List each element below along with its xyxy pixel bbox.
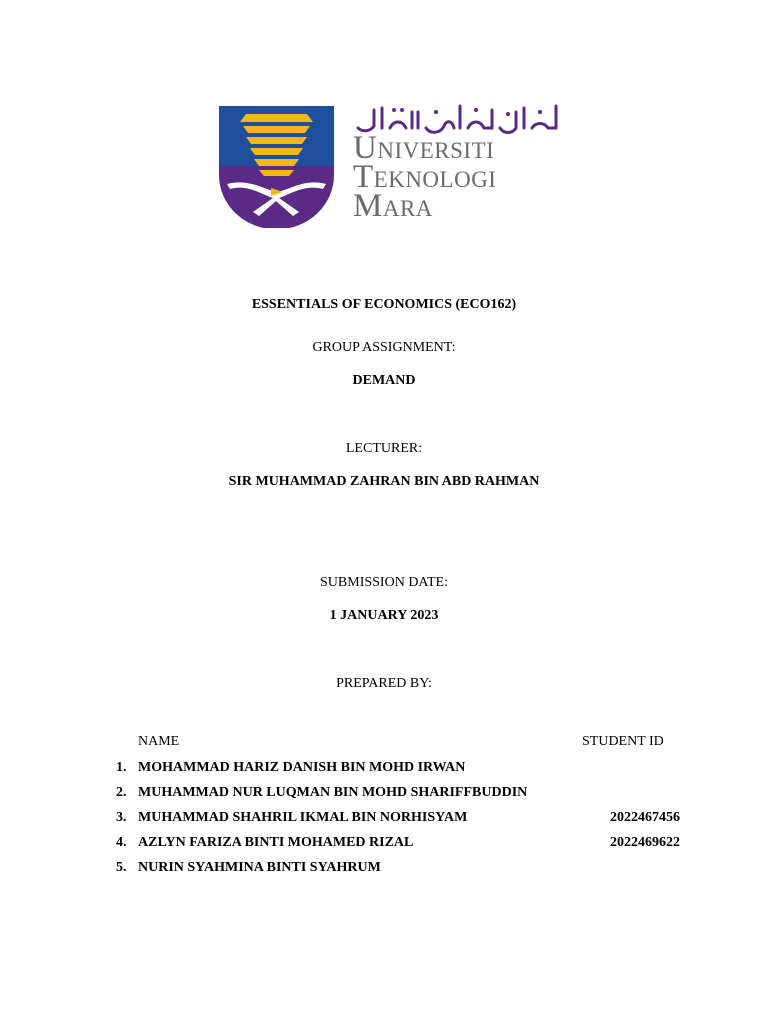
logo-wordmark — [353, 130, 497, 224]
member-number: 5. — [116, 860, 127, 875]
member-name: NURIN SYAHMINA BINTI SYAHRUM — [138, 860, 381, 875]
member-row — [116, 860, 686, 880]
submission-label: SUBMISSION DATE: — [320, 575, 448, 590]
submission-date: 1 JANUARY 2023 — [329, 608, 439, 623]
assignment-topic: DEMAND — [352, 373, 416, 388]
member-number: 2. — [116, 785, 127, 800]
lecturer-name: SIR MUHAMMAD ZAHRAN BIN ABD RAHMAN — [228, 474, 540, 489]
logo-block-1 — [240, 114, 313, 122]
members-header-id: STUDENT ID — [582, 734, 664, 749]
member-name: AZLYN FARIZA BINTI MOHAMED RIZAL — [138, 835, 414, 850]
logo-wordmark-line-3: Mara — [353, 188, 433, 224]
member-row — [116, 760, 686, 780]
member-name: MUHAMMAD NUR LUQMAN BIN MOHD SHARIFFBUDDIN — [138, 785, 528, 800]
member-number: 1. — [116, 760, 127, 775]
member-row — [116, 785, 686, 805]
logo-wordmark-line-1: Universiti — [353, 130, 495, 166]
member-name: MUHAMMAD SHAHRIL IKMAL BIN NORHISYAM — [138, 810, 468, 825]
member-id: 2022469622 — [610, 835, 680, 850]
member-row — [116, 810, 686, 830]
member-name: MOHAMMAD HARIZ DANISH BIN MOHD IRWAN — [138, 760, 466, 775]
lecturer-label: LECTURER: — [345, 441, 423, 456]
logo-wordmark-line-2: Teknologi — [353, 159, 497, 195]
members-header-name: NAME — [138, 734, 180, 749]
prepared-by-label: PREPARED BY: — [336, 676, 432, 691]
member-id: 2022467456 — [610, 810, 680, 825]
assignment-label: GROUP ASSIGNMENT: — [312, 340, 456, 355]
member-number: 3. — [116, 810, 127, 825]
member-row — [116, 835, 686, 855]
course-title: ESSENTIALS OF ECONOMICS (ECO162) — [251, 297, 517, 312]
member-number: 4. — [116, 835, 127, 850]
